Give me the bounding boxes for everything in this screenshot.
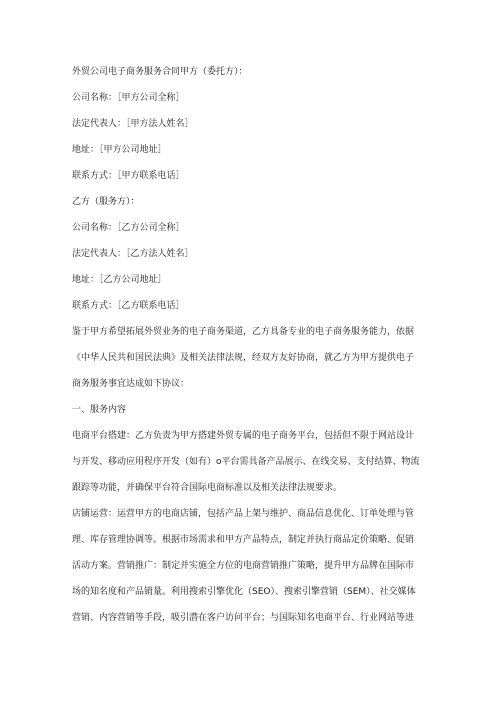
- paragraph-line: 跟踪等功能，并确保平台符合国际电商标准以及相关法律法规要求。: [72, 483, 343, 493]
- party-a-heading: 外贸公司电子商务服务合同甲方（委托方）：: [72, 67, 248, 77]
- preamble-paragraph: [72, 326, 432, 390]
- paragraph-line: 活动方案。营销推广：制定并实施全方位的电商营销推广策略，提升甲方品牌在国际市: [72, 561, 415, 571]
- paragraph-line: 与开发、移动应用程序开发（如有）o平台需具备产品展示、在线交易、支付结算、物流: [72, 457, 420, 467]
- party-a-company: 公司名称：［甲方公司全称］: [72, 93, 185, 103]
- paragraph-line: 电商平台搭建：乙方负责为甲方搭建外贸专属的电子商务平台，包括但不限于网站设计: [72, 431, 415, 441]
- party-b-address: 地址：［乙方公司地址］: [72, 275, 167, 285]
- paragraph-line: 理、库存管理协调等。根据市场需求和甲方产品特点，制定并执行商品定价策略、促销: [72, 535, 415, 545]
- store-operations-paragraph: [72, 508, 432, 624]
- party-b-heading: 乙方（服务方）：: [72, 197, 140, 207]
- section-title: 一、服务内容: [72, 405, 127, 415]
- party-a-address: 地址：［甲方公司地址］: [72, 145, 167, 155]
- party-b-company: 公司名称：［乙方公司全称］: [72, 223, 185, 233]
- party-a-representative: 法定代表人：［甲方法人姓名］: [72, 119, 194, 129]
- party-a-contact: 联系方式：［甲方联系电话］: [72, 171, 185, 181]
- paragraph-line: 营销、内容营销等手段，吸引潜在客户访问平台；与国际知名电商平台、行业网站等进: [72, 613, 415, 623]
- paragraph-line: 店铺运营：运营甲方的电商店铺，包括产品上架与维护、商品信息优化、订单处理与管: [72, 509, 415, 519]
- contract-document: [72, 66, 432, 624]
- preamble-line: 《中华人民共和国民法典》及相关法律法规，经双方友好协商，就乙方为甲方提供电子: [72, 353, 415, 363]
- paragraph-line: 场的知名度和产品销量。利用搜索引擎优化（SEO）、搜索引擎营销（SEM）、社交媒体: [72, 587, 416, 597]
- party-b-representative: 法定代表人：［乙方法人姓名］: [72, 249, 194, 259]
- preamble-line: 商务服务事宜达成如下协议：: [72, 379, 190, 389]
- party-b-contact: 联系方式：［乙方联系电话］: [72, 301, 185, 311]
- preamble-line: 鉴于甲方希望拓展外贸业务的电子商务渠道，乙方具备专业的电子商务服务能力，依据: [72, 327, 415, 337]
- platform-build-paragraph: [72, 430, 432, 494]
